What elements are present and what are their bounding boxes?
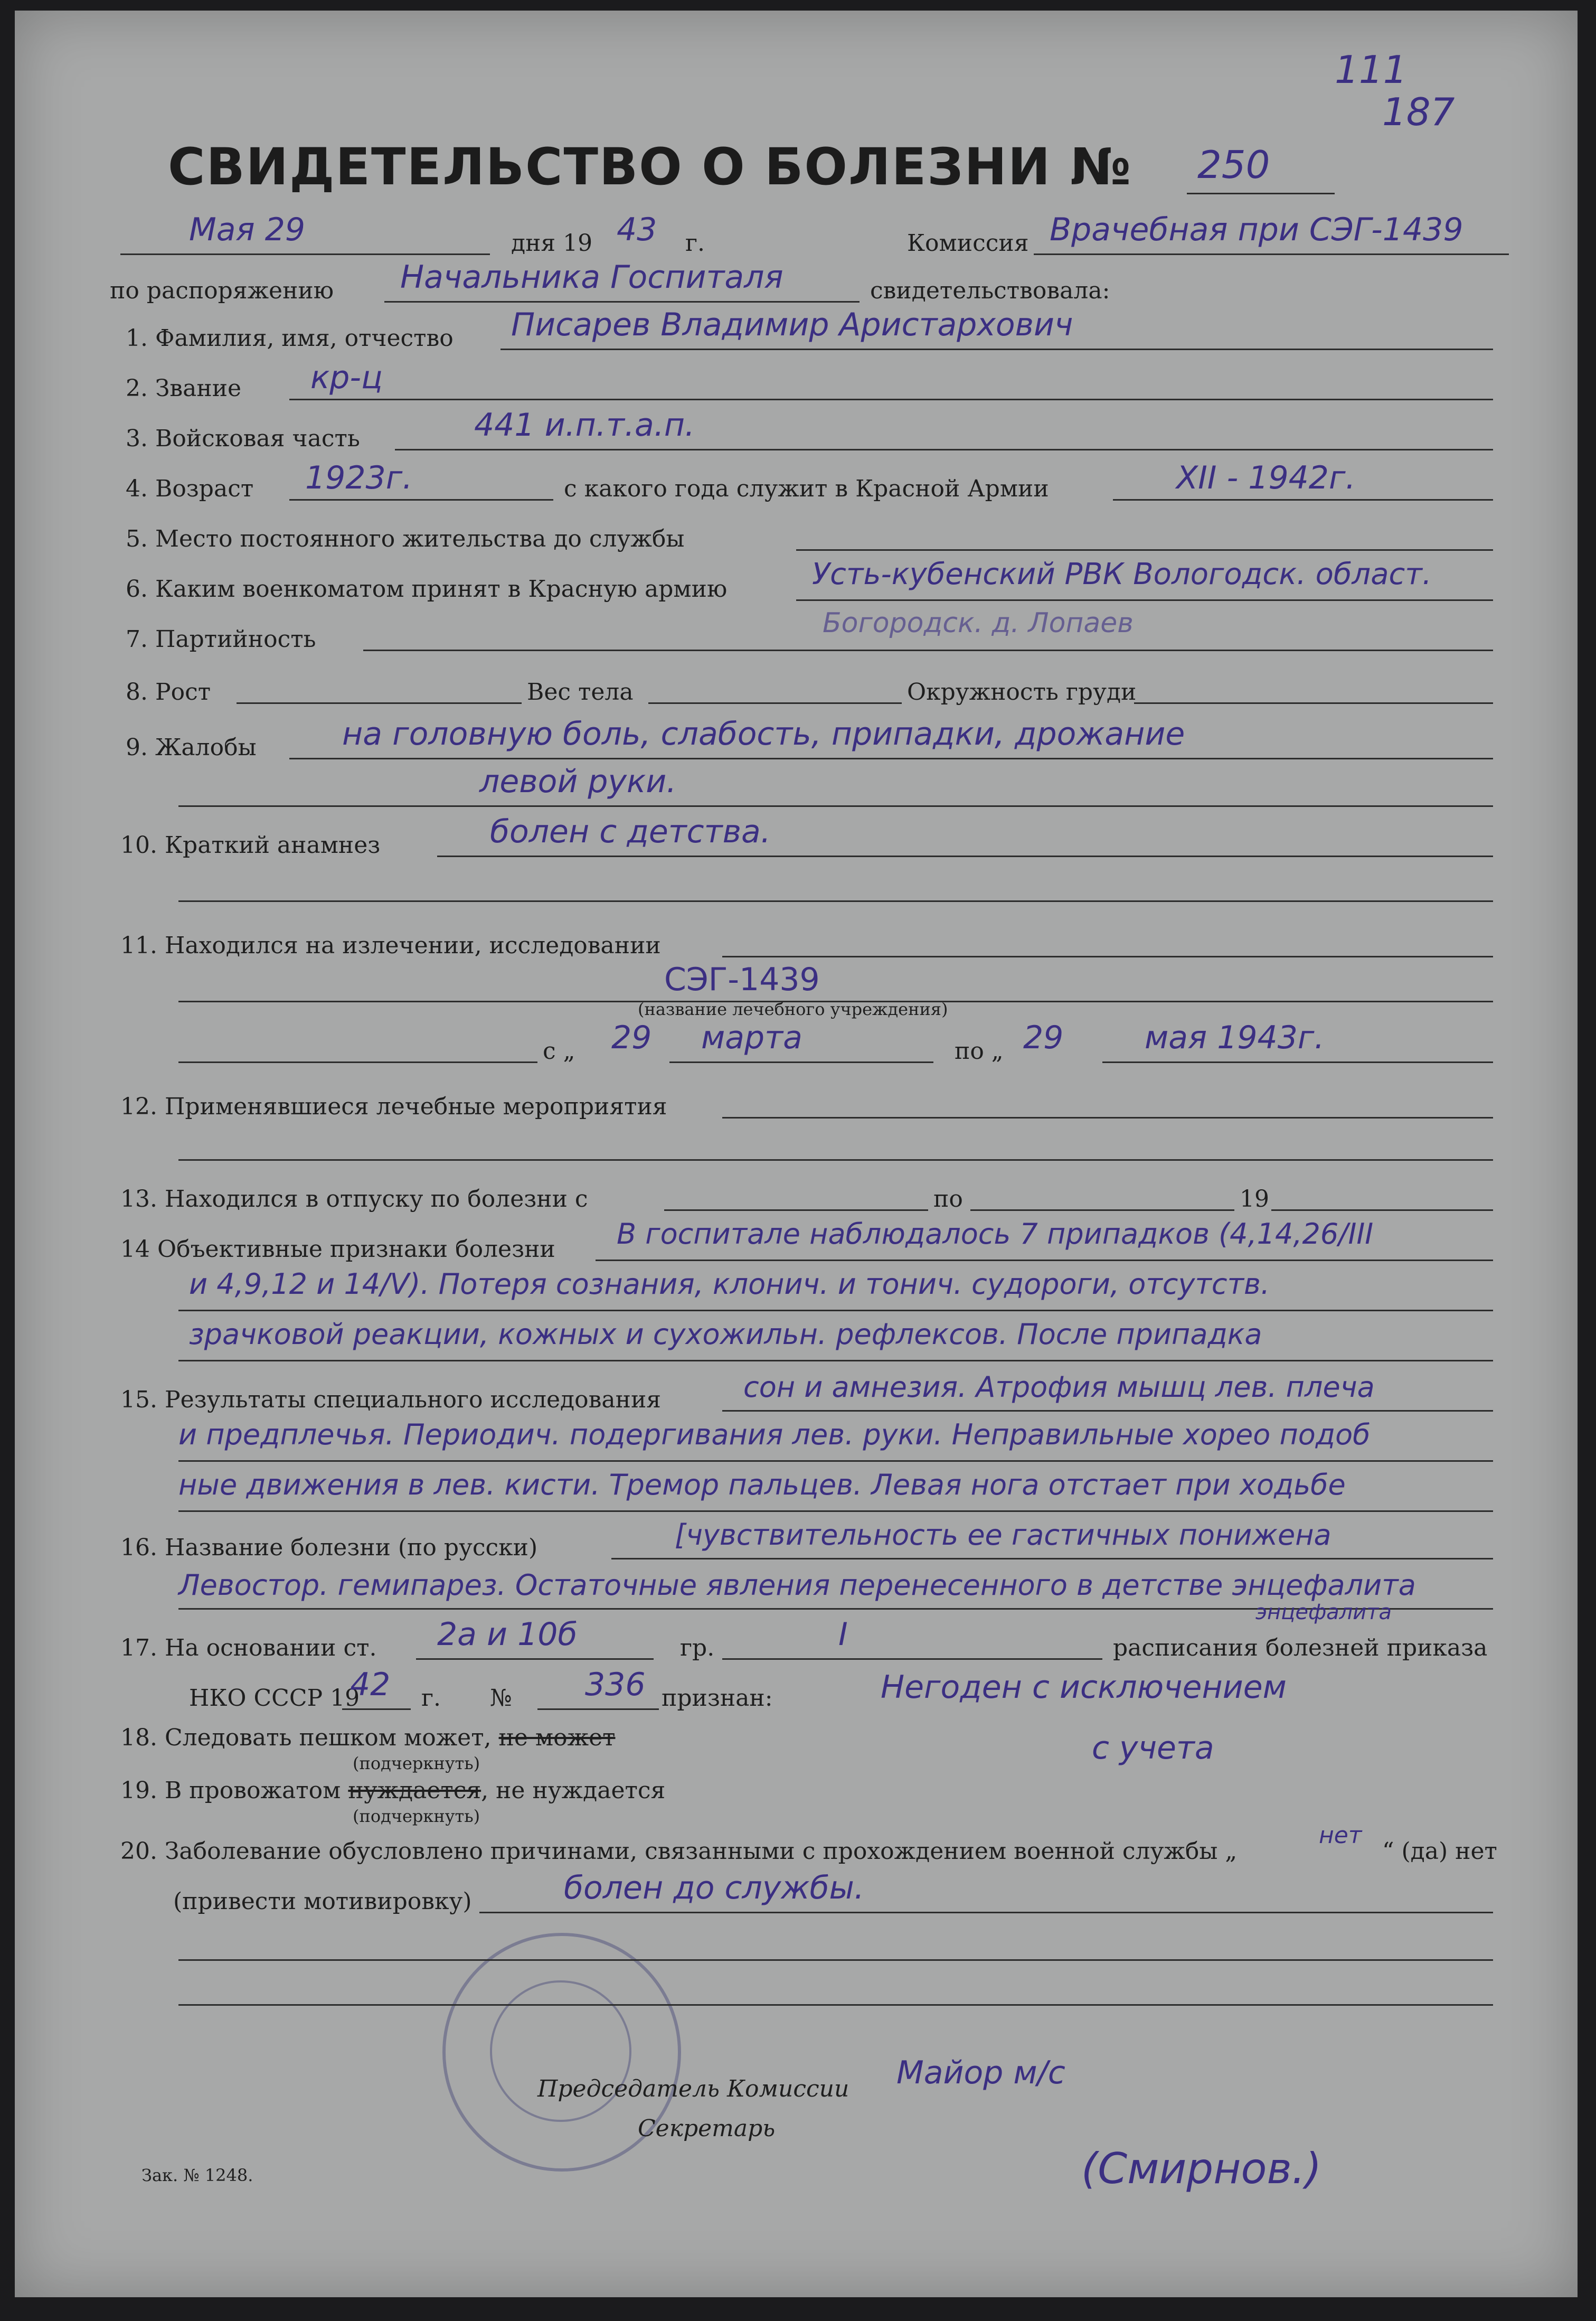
field-17-label2: гр. [680,1634,715,1661]
field-9-value: на головную боль, слабость, припадки, дрожание [342,716,1185,753]
field-nko-year-underline [342,1708,411,1710]
field-18-label: 18. Следовать пешком может, не может [120,1724,616,1751]
field-11-to-underline [1102,1061,1493,1063]
field-3-underline [395,449,1493,450]
label-certified: свидетельствовала: [870,277,1110,304]
field-nko-no: № [490,1685,512,1712]
field-13-underline3 [1271,1209,1493,1211]
field-15-value-cont: и предплечья. Периодич. подергивания лев. руки. Неправильные хорео подоб [178,1418,1371,1451]
field-17-label: 17. На основании ст. [120,1634,377,1661]
field-11-from-day: 29 [611,1019,652,1056]
field-8-underline2 [648,702,902,704]
field-11-underline [722,956,1493,957]
field-12-label: 12. Применявшиеся лечебные мероприятия [120,1093,667,1120]
field-17-label3: расписания болезней приказа [1113,1634,1488,1661]
field-11-from-prefix: с „ [543,1038,575,1065]
date-day-month: Мая 29 [189,211,306,248]
field-3-label: 3. Войсковая часть [126,425,360,452]
field-7-value: Богородск. д. Лопаев [823,607,1134,639]
field-2-value: кр-ц [310,359,383,396]
field-7-underline [363,650,1493,651]
field-9-underline [289,758,1493,759]
field-11-from-underline [669,1061,933,1063]
number-underline [1187,193,1335,194]
field-9-value-cont: левой руки. [479,763,677,800]
field-17-value: 2а и 10б [437,1616,578,1653]
bottom-signature: (Смирнов.) [1081,2144,1322,2193]
field-20-label2: “ (да) нет [1382,1838,1497,1865]
field-nko-label: НКО СССР 19 [189,1685,360,1712]
secretary-label: Секретарь [638,2115,776,2142]
field-15-label: 15. Результаты специального исследования [120,1386,662,1413]
chairman-signature: Майор м/с [896,2054,1065,2091]
field-9-label: 9. Жалобы [126,734,257,761]
certificate-number: 250 [1197,143,1270,187]
field-13-label: 13. Находился в отпуску по болезни с [120,1186,588,1213]
field-nko-g: г. [421,1685,441,1712]
field-nko-year: 42 [350,1666,391,1703]
field-19-struck: нуждается [348,1777,481,1804]
field-14-value: В госпитале наблюдалось 7 припадков (4,14,26/III [617,1217,1374,1251]
commission-value: Врачебная при СЭГ-1439 [1050,211,1463,248]
field-4-underline2 [1113,499,1493,501]
field-13-label3: 19 [1240,1186,1269,1213]
field-11-value: СЭГ-1439 [664,961,820,998]
field-17-underline2 [722,1658,1102,1660]
field-20-value: нет [1319,1822,1362,1849]
corner-mark-number: 187 [1382,90,1455,134]
motivation-value: болен до службы. [564,1869,864,1906]
field-8-label: 8. Рост [126,679,211,706]
field-nko-recognized: признан: [662,1685,773,1712]
field-13-underline [664,1209,928,1211]
field-1-label: 1. Фамилия, имя, отчество [126,325,454,352]
field-15-value: сон и амнезия. Атрофия мышц лев. плеча [743,1370,1375,1404]
verdict-cont: с учета [1092,1730,1214,1766]
field-1-underline [500,349,1493,350]
motivation-underline [479,1912,1493,1913]
field-8-underline3 [1134,702,1493,704]
field-14-label: 14 Объективные признаки болезни [120,1236,555,1263]
field-7-label: 7. Партийность [126,626,316,653]
field-15-underline-cont [178,1460,1493,1462]
field-11-underline-3 [178,1061,537,1063]
field-14-underline-cont2 [178,1360,1493,1361]
label-g: г. [685,230,705,257]
verdict: Негоден с исключением [881,1669,1287,1706]
field-19-caption: (подчеркнуть) [353,1806,480,1826]
field-12-underline-cont [178,1159,1493,1161]
label-day: дня 19 [511,230,593,257]
field-nko-number-underline [537,1708,659,1710]
date-year: 43 [617,211,657,248]
by-order-value: Начальника Госпиталя [400,259,783,296]
field-13-label2: по [933,1186,963,1213]
order-number: Зак. № 1248. [141,2165,253,2185]
field-14-underline-cont [178,1310,1493,1311]
field-1-value: Писарев Владимир Аристархович [511,306,1073,343]
label-commission: Комиссия [907,230,1029,257]
field-10-underline [437,856,1493,857]
field-17-underline [416,1658,654,1660]
field-14-value-cont2: зрачковой реакции, кожных и сухожильн. рефлексов. После припадка [189,1318,1262,1351]
field-4-underline [289,499,553,501]
field-6-label: 6. Каким военкоматом принят в Красную армию [126,576,728,603]
field-3-value: 441 и.п.т.а.п. [474,407,695,444]
field-16-value: [чувствительность ее гастичных понижена [675,1518,1331,1552]
field-18-struck: не может [498,1724,616,1751]
field-8-label2: Вес тела [527,679,634,706]
corner-mark-top: 111 [1335,48,1408,92]
field-11-caption: (название лечебного учреждения) [638,999,948,1019]
field-18-caption: (подчеркнуть) [353,1753,480,1773]
field-2-label: 2. Звание [126,375,242,402]
field-15-value-cont2: ные движения в лев. кисти. Тремор пальцев. Левая нога отстает при ходьбе [178,1468,1346,1501]
field-8-underline [237,702,522,704]
motivation-underline-3 [178,2004,1493,2006]
field-19-label: 19. В провожатом нуждается, не нуждается [120,1777,666,1804]
field-16-underline [611,1558,1493,1559]
field-10-value: болен с детства. [490,813,771,850]
field-6-underline [796,599,1493,601]
field-15-underline [722,1410,1493,1412]
field-4-label: 4. Возраст [126,475,254,502]
field-4-value: 1923г. [305,459,413,496]
field-10-label: 10. Краткий анамнез [120,832,381,859]
commission-underline [1034,253,1509,255]
field-5-underline [796,549,1493,551]
document-sheet [15,11,1578,2297]
field-17-value2: I [838,1616,848,1653]
field-8-label3: Окружность груди [907,679,1137,706]
field-14-underline [596,1260,1493,1261]
field-5-label: 5. Место постоянного жительства до службы [126,525,685,552]
label-by-order: по распоряжению [110,277,334,304]
field-11-from-month: марта [701,1019,802,1056]
field-16-value-cont: Левостор. гемипарез. Остаточные явления перенесенного в детстве энцефалита [178,1568,1416,1602]
field-11-to-month: мая 1943г. [1145,1019,1325,1056]
field-15-underline-cont2 [178,1510,1493,1512]
field-4-label2: с какого года служит в Красной Армии [564,475,1049,502]
field-11-to-prefix: по „ [955,1038,1004,1065]
field-12-underline [722,1117,1493,1119]
field-nko-number: 336 [585,1666,646,1703]
field-14-value-cont: и 4,9,12 и 14/V). Потеря сознания, клонич. и тонич. судороги, отсутств. [189,1267,1270,1301]
field-16-label: 16. Название болезни (по русски) [120,1534,538,1561]
field-4-value2: XII - 1942г. [1176,459,1356,496]
order-underline [384,301,860,303]
motivation-underline-2 [178,1959,1493,1961]
field-10-underline-cont [178,900,1493,902]
date-underline [120,253,490,255]
field-11-to-day: 29 [1023,1019,1064,1056]
motivation-label: (привести мотивировку) [173,1888,472,1915]
chairman-label: Председатель Комиссии [537,2075,849,2102]
field-9-underline-cont [178,805,1493,807]
field-13-underline2 [970,1209,1234,1211]
field-20-label: 20. Заболевание обусловлено причинами, связанными с прохождением военной службы „ [120,1838,1238,1865]
field-2-underline [289,399,1493,400]
field-16-value-cont2: энцефалита [1255,1600,1392,1624]
field-6-value: Усть-кубенский РВК Вологодск. област. [812,557,1432,591]
field-11-label: 11. Находился на излечении, исследовании [120,932,661,959]
document-title: СВИДЕТЕЛЬСТВО О БОЛЕЗНИ № [168,137,1132,196]
